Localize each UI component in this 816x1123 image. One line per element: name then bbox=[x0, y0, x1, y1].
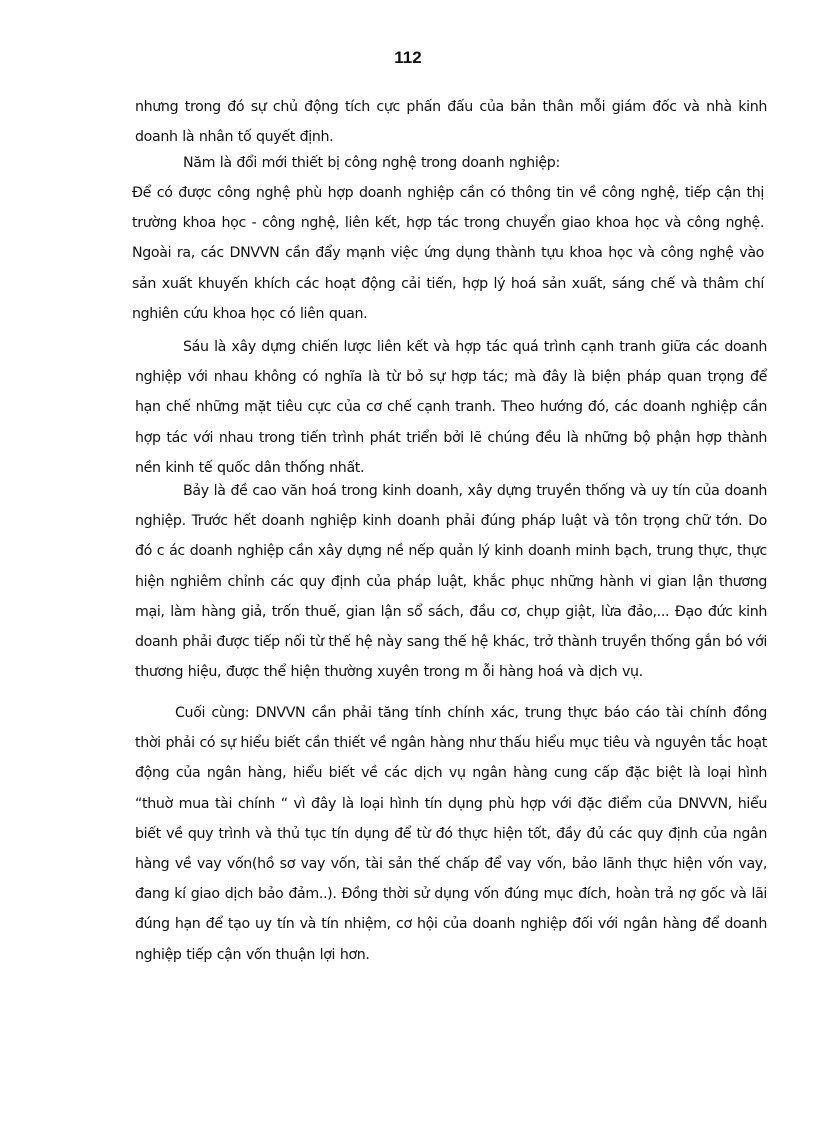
paragraph-heading-nam: Năm là đổi mới thiết bị công nghệ trong doanh nghiệp: bbox=[183, 155, 560, 171]
paragraph-technology: Để có được công nghệ phù hợp doanh nghiệp cần có thông tin về công nghệ, tiếp cận thị trường khoa học - công nghệ, liên kết, hợp tác trong chuyển giao khoa học và công nghệ. Ngoài ra, các DNVVN cần đẩy mạnh việc ứng dụng thành tựu khoa học và công nghệ vào sản xuất khuyến khích các hoạt động cải tiến, hợp lý hoá sản xuất, sáng chế và thâm chí nghiên cứu khoa học có liên quan. bbox=[132, 185, 764, 322]
paragraph-cuoi-cung: Cuối cùng: DNVVN cần phải tăng tính chính xác, trung thực báo cáo tài chính đồng thời phải có sự hiểu biết cần thiết về ngân hàng như thấu hiểu mục tiêu và nguyên tắc hoạt động của ngân hàng, hiểu biết về các dịch vụ ngân hàng cung cấp đặc biệt là loại hình “thuờ mua tài chính “ vì đây là loại hình tín dụng phù hợp với đặc điểm của DNVVN, hiểu biết về quy trình và thủ tục tín dụng để từ đó thực hiện tốt, đầy đủ các quy định của ngân hàng về vay vốn(hồ sơ vay vốn, tài sản thế chấp để vay vốn, bảo lãnh thực hiện vốn vay, đang kí giao dịch bảo đảm..). Đồng thời sử dụng vốn đúng mục đích, hoàn trả nợ gốc và lãi đúng hạn để tạo uy tín và tín nhiệm, cơ hội của doanh nghiệp đối với ngân hàng để doanh nghiệp tiếp cận vốn thuận lợi hơn. bbox=[135, 705, 767, 963]
paragraph-continuation: nhưng trong đó sự chủ động tích cực phấn đấu của bản thân mỗi giám đốc và nhà kinh doanh là nhân tố quyết định. bbox=[135, 99, 767, 146]
paragraph-sau: Sáu là xây dựng chiến lược liên kết và hợp tác quá trình cạnh tranh giữa các doanh nghiệp với nhau không có nghĩa là từ bỏ sự hợp tác; mà đây là biện pháp quan trọng để hạn chế những mặt tiêu cực của cơ chế cạnh tranh. Theo hướng đó, các doanh nghiệp cần hợp tác với nhau trong tiến trình phát triển bởi lẽ chúng đều là những bộ phận hợp thành nền kinh tế quốc dân thống nhất. bbox=[135, 339, 767, 476]
paragraph-bay: Bảy là đề cao văn hoá trong kinh doanh, xây dựng truyền thống và uy tín của doanh nghiệp. Trước hết doanh nghiệp kinh doanh phải đúng pháp luật và tôn trọng chữ tớn. Do đó c ác doanh nghiệp cần xây dựng nề nếp quản lý kinh doanh minh bạch, trung thực, thực hiện nghiêm chỉnh các quy định của pháp luật, khắc phục những hành vi gian lận thương mại, làm hàng giả, trốn thuế, gian lận sổ sách, đầu cơ, chụp giật, lừa đảo,... Đạo đức kinh doanh phải được tiếp nối từ thế hệ này sang thế hệ khác, trở thành truyền thống gắn bó với thương hiệu, được thể hiện thường xuyên trong m ỗi hàng hoá và dịch vụ. bbox=[135, 483, 767, 681]
page-number: 112 bbox=[394, 48, 422, 67]
